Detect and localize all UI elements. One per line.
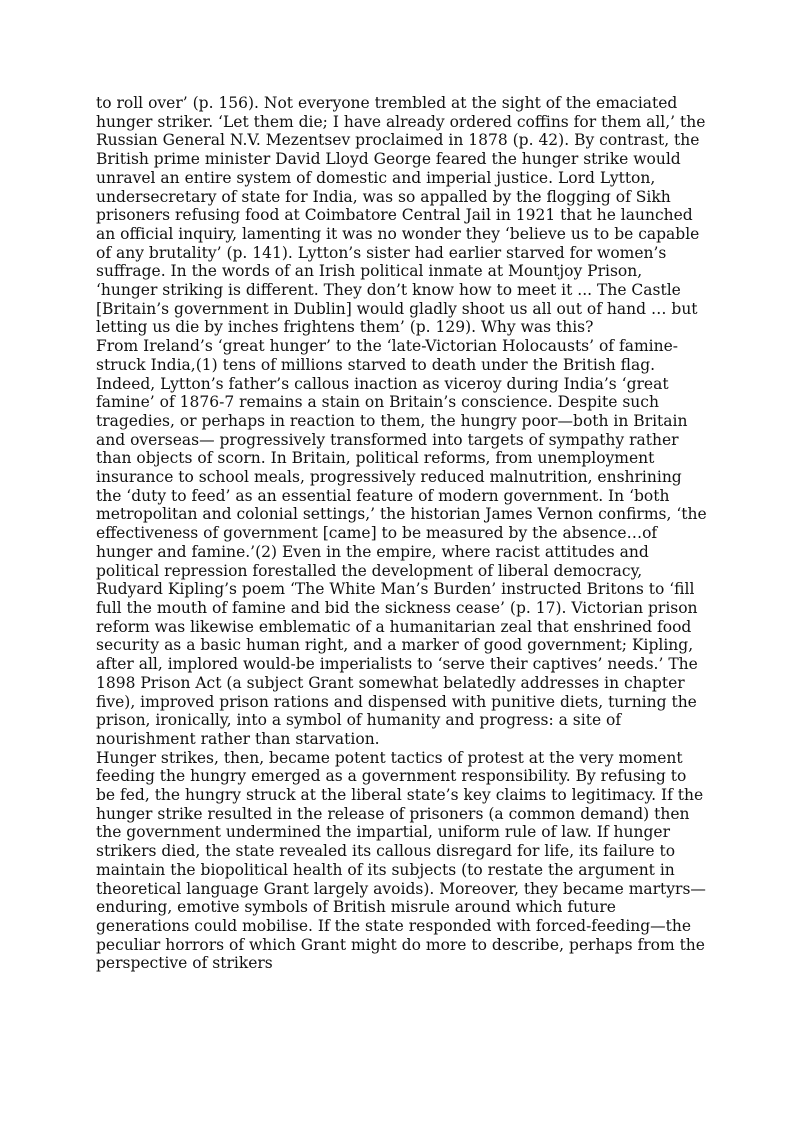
paragraph-2: From Ireland’s ‘great hunger’ to the ‘late-Victorian Holocausts’ of famine-struck India,(1) tens of millions starved to death under the British flag. Indeed, Lytton’s father’s callous inaction as viceroy during India’s ‘great famine’ of 1876-7 remains a stain on Britain’s conscience. Despite such tragedies, or perhaps in reaction to them, the hungry poor—both in Britain and overseas— progressively transformed into targets of sympathy rather than objects of scorn. In Britain, political reforms, from unemployment insurance to school meals, progressively reduced malnutrition, enshrining the ‘duty to feed’ as an essential feature of modern government. In ‘both metropolitan and colonial settings,’ the historian James Vernon confirms, ‘the effectiveness of government [came] to be measured by the absence…of hunger and famine.’(2) Even in the empire, where racist attitudes and political repression forestalled the development of liberal democracy, Rudyard Kipling’s poem ‘The White Man’s Burden’ instructed Britons to ‘fill full the mouth of famine and bid the sickness cease’ (p. 17). Victorian prison reform was likewise emblematic of a humanitarian zeal that enshrined food security as a basic human right, and a marker of good government; Kipling, after all, implored would-be imperialists to ‘serve their captives’ needs.’ The 1898 Prison Act (a subject Grant somewhat belatedly addresses in chapter five), improved prison rations and dispensed with punitive diets, turning the prison, ironically, into a symbol of humanity and progress: a site of nourishment rather than starvation. bbox=[96, 337, 707, 748]
paragraph-3: Hunger strikes, then, became potent tactics of protest at the very moment feeding the hungry emerged as a government responsibility. By refusing to be fed, the hungry struck at the liberal state’s key claims to legitimacy. If the hunger strike resulted in the release of prisoners (a common demand) then the government undermined the impartial, uniform rule of law. If hunger strikers died, the state revealed its callous disregard for life, its failure to maintain the biopolitical health of its subjects (to restate the argument in theoretical language Grant largely avoids). Moreover, they became martyrs—enduring, emotive symbols of British misrule around which future generations could mobilise. If the state responded with forced-feeding—the peculiar horrors of which Grant might do more to describe, perhaps from the perspective of strikers bbox=[96, 748, 706, 973]
document-page bbox=[96, 94, 708, 973]
paragraph-1: to roll over’ (p. 156). Not everyone trembled at the sight of the emaciated hunger striker. ‘Let them die; I have already ordered coffins for them all,’ the Russian General N.V. Mezentsev proclaimed in 1878 (p. 42). By contrast, the British prime minister David Lloyd George feared the hunger strike would unravel an entire system of domestic and imperial justice. Lord Lytton, undersecretary of state for India, was so appalled by the flogging of Sikh prisoners refusing food at Coimbatore Central Jail in 1921 that he launched an official inquiry, lamenting it was no wonder they ‘believe us to be capable of any brutality’ (p. 141). Lytton’s sister had earlier starved for women’s suffrage. In the words of an Irish political inmate at Mountjoy Prison, ‘hunger striking is different. They don’t know how to meet it ... The Castle [Britain’s government in Dublin] would gladly shoot us all out of hand … but letting us die by inches frightens them’ (p. 129). Why was this? bbox=[96, 94, 706, 337]
